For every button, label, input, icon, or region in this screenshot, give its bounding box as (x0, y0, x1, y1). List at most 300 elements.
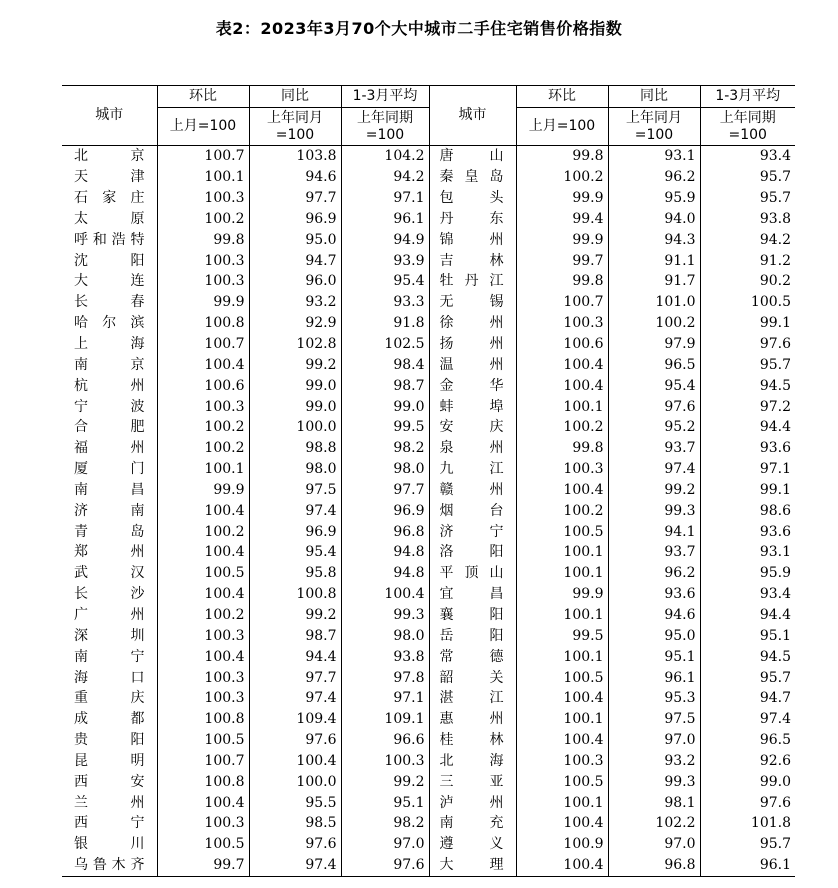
cell-yoy-right: 96.2 (608, 167, 700, 188)
cell-mom-right: 100.2 (516, 417, 608, 438)
cell-yoy-left: 95.5 (249, 792, 341, 813)
cell-mom-right: 100.1 (516, 646, 608, 667)
cell-mom-right: 100.3 (516, 313, 608, 334)
cell-city-right: 安庆 (429, 417, 516, 438)
cell-avg-right: 94.5 (700, 646, 795, 667)
cell-city-left: 南昌 (74, 481, 145, 498)
cell-mom-left: 100.2 (157, 521, 249, 542)
cell-city-right: 湛江 (429, 688, 516, 709)
cell-mom-right: 100.4 (516, 813, 608, 834)
cell-yoy-right: 97.0 (608, 834, 700, 855)
cell-yoy-left: 98.0 (249, 459, 341, 480)
cell-mom-right: 99.9 (516, 584, 608, 605)
header-yoy-left: 同比 (249, 86, 341, 108)
cell-avg-right: 98.6 (700, 500, 795, 521)
cell-avg-left: 96.1 (341, 209, 429, 230)
cell-city-right: 大理 (429, 855, 516, 876)
cell-mom-right: 99.5 (516, 625, 608, 646)
cell-yoy-left: 94.7 (249, 250, 341, 271)
cell-yoy-left: 99.0 (249, 375, 341, 396)
cell-avg-right: 94.7 (700, 688, 795, 709)
cell-mom-left: 100.3 (157, 625, 249, 646)
table-row (62, 605, 795, 626)
cell-yoy-left: 97.4 (249, 500, 341, 521)
cell-mom-left: 100.3 (157, 271, 249, 292)
cell-yoy-right: 97.6 (608, 396, 700, 417)
cell-city-left: 重庆 (74, 690, 145, 707)
cell-avg-right: 95.7 (700, 354, 795, 375)
cell-city-left: 乌鲁木齐 (74, 857, 145, 874)
cell-avg-right: 96.5 (700, 730, 795, 751)
table-row (62, 250, 795, 271)
cell-avg-left: 98.4 (341, 354, 429, 375)
table-row (62, 792, 795, 813)
cell-mom-left: 100.7 (157, 750, 249, 771)
cell-avg-left: 97.1 (341, 188, 429, 209)
cell-mom-left: 100.4 (157, 584, 249, 605)
cell-city-left: 济南 (74, 502, 145, 519)
cell-city-right: 南充 (429, 813, 516, 834)
table-row (62, 813, 795, 834)
cell-city-left: 杭州 (74, 377, 145, 394)
cell-avg-right: 93.1 (700, 542, 795, 563)
cell-avg-left: 93.8 (341, 646, 429, 667)
table-row (62, 292, 795, 313)
cell-city-right: 宜昌 (429, 584, 516, 605)
cell-city-left: 厦门 (74, 461, 145, 478)
cell-mom-left: 100.4 (157, 542, 249, 563)
cell-city-left: 武汉 (74, 565, 145, 582)
table-row (62, 834, 795, 855)
cell-mom-right: 99.8 (516, 146, 608, 167)
cell-yoy-right: 97.0 (608, 730, 700, 751)
table-row (62, 375, 795, 396)
cell-mom-right: 100.2 (516, 500, 608, 521)
table-row (62, 480, 795, 501)
cell-mom-right: 100.4 (516, 354, 608, 375)
cell-city-right: 扬州 (429, 334, 516, 355)
cell-yoy-right: 102.2 (608, 813, 700, 834)
header-mom-right: 环比 (516, 86, 608, 108)
header-city-left: 城市 (62, 86, 157, 146)
cell-mom-right: 100.9 (516, 834, 608, 855)
table-row (62, 417, 795, 438)
cell-yoy-left: 97.7 (249, 667, 341, 688)
cell-yoy-left: 94.4 (249, 646, 341, 667)
cell-mom-right: 100.1 (516, 563, 608, 584)
cell-avg-left: 96.6 (341, 730, 429, 751)
cell-city-left: 深圳 (74, 627, 145, 644)
cell-city-right: 韶关 (429, 667, 516, 688)
cell-yoy-right: 95.4 (608, 375, 700, 396)
cell-yoy-left: 96.9 (249, 521, 341, 542)
header-avg-base-text: 上年同期=100 (357, 109, 413, 143)
cell-yoy-right: 91.7 (608, 271, 700, 292)
cell-avg-right: 100.5 (700, 292, 795, 313)
cell-city-left: 广州 (74, 606, 145, 623)
table-row (62, 167, 795, 188)
cell-city-right: 岳阳 (429, 625, 516, 646)
cell-yoy-right: 98.1 (608, 792, 700, 813)
cell-yoy-left: 100.0 (249, 417, 341, 438)
cell-yoy-left: 97.4 (249, 688, 341, 709)
cell-yoy-right: 93.2 (608, 750, 700, 771)
cell-avg-right: 95.1 (700, 625, 795, 646)
cell-city-left: 南京 (74, 356, 145, 373)
cell-avg-left: 100.3 (341, 750, 429, 771)
cell-mom-right: 100.2 (516, 167, 608, 188)
cell-mom-right: 100.1 (516, 605, 608, 626)
cell-city-right: 襄阳 (429, 605, 516, 626)
cell-city-left: 昆明 (74, 752, 145, 769)
cell-city-left: 郑州 (74, 544, 145, 561)
cell-yoy-right: 97.9 (608, 334, 700, 355)
cell-avg-right: 94.4 (700, 417, 795, 438)
cell-yoy-left: 100.4 (249, 750, 341, 771)
cell-city-left: 青岛 (74, 523, 145, 540)
cell-mom-left: 100.8 (157, 313, 249, 334)
cell-mom-right: 100.4 (516, 688, 608, 709)
cell-avg-left: 94.8 (341, 542, 429, 563)
cell-city-left: 兰州 (74, 794, 145, 811)
table-row (62, 542, 795, 563)
cell-city-right: 桂林 (429, 730, 516, 751)
cell-mom-left: 100.3 (157, 813, 249, 834)
cell-avg-right: 91.2 (700, 250, 795, 271)
cell-avg-left: 104.2 (341, 146, 429, 167)
cell-city-right: 洛阳 (429, 542, 516, 563)
cell-city-right: 平顶山 (429, 563, 516, 584)
cell-avg-left: 97.8 (341, 667, 429, 688)
cell-city-right: 丹东 (429, 209, 516, 230)
cell-city-right: 烟台 (429, 500, 516, 521)
header-yoy-base-left (249, 108, 341, 146)
cell-mom-left: 100.4 (157, 354, 249, 375)
cell-mom-left: 100.5 (157, 563, 249, 584)
cell-avg-left: 93.9 (341, 250, 429, 271)
cell-avg-left: 94.2 (341, 167, 429, 188)
header-yoy-right: 同比 (608, 86, 700, 108)
table-row (62, 730, 795, 751)
cell-mom-right: 99.8 (516, 438, 608, 459)
cell-yoy-right: 96.5 (608, 354, 700, 375)
cell-yoy-left: 98.7 (249, 625, 341, 646)
cell-avg-left: 99.2 (341, 771, 429, 792)
cell-yoy-left: 109.4 (249, 709, 341, 730)
cell-yoy-left: 102.8 (249, 334, 341, 355)
cell-city-right: 秦皇岛 (429, 167, 516, 188)
cell-mom-right: 99.4 (516, 209, 608, 230)
cell-yoy-right: 101.0 (608, 292, 700, 313)
cell-mom-right: 100.4 (516, 730, 608, 751)
cell-avg-right: 95.7 (700, 188, 795, 209)
header-mom-left: 环比 (157, 86, 249, 108)
cell-avg-left: 94.9 (341, 229, 429, 250)
cell-mom-left: 100.8 (157, 771, 249, 792)
cell-city-left: 长沙 (74, 586, 145, 603)
cell-avg-right: 99.0 (700, 771, 795, 792)
cell-avg-left: 97.6 (341, 855, 429, 876)
cell-mom-left: 99.9 (157, 292, 249, 313)
cell-mom-right: 100.1 (516, 792, 608, 813)
cell-avg-left: 98.2 (341, 438, 429, 459)
cell-yoy-left: 99.2 (249, 605, 341, 626)
cell-city-left: 海口 (74, 669, 145, 686)
cell-yoy-left: 103.8 (249, 146, 341, 167)
cell-mom-right: 100.5 (516, 667, 608, 688)
cell-avg-left: 99.5 (341, 417, 429, 438)
cell-city-right: 遵义 (429, 834, 516, 855)
cell-yoy-right: 95.3 (608, 688, 700, 709)
cell-mom-right: 100.4 (516, 480, 608, 501)
cell-yoy-left: 97.6 (249, 834, 341, 855)
cell-city-left: 哈尔滨 (74, 315, 145, 332)
header-mom-base-right: 上月=100 (516, 108, 608, 146)
cell-avg-right: 93.4 (700, 146, 795, 167)
cell-city-left: 天津 (74, 169, 145, 186)
cell-avg-left: 98.0 (341, 459, 429, 480)
table-row (62, 521, 795, 542)
cell-avg-left: 102.5 (341, 334, 429, 355)
cell-city-left: 北京 (74, 148, 145, 165)
cell-avg-left: 97.1 (341, 688, 429, 709)
cell-yoy-right: 95.2 (608, 417, 700, 438)
cell-avg-right: 92.6 (700, 750, 795, 771)
cell-avg-right: 95.9 (700, 563, 795, 584)
cell-city-left: 西宁 (74, 815, 145, 832)
cell-mom-right: 99.8 (516, 271, 608, 292)
cell-avg-right: 94.4 (700, 605, 795, 626)
header-avg-right: 1-3月平均 (700, 86, 795, 108)
cell-mom-left: 99.9 (157, 480, 249, 501)
cell-yoy-left: 96.9 (249, 209, 341, 230)
cell-avg-right: 90.2 (700, 271, 795, 292)
cell-city-right: 惠州 (429, 709, 516, 730)
cell-yoy-left: 97.7 (249, 188, 341, 209)
cell-city-right: 北海 (429, 750, 516, 771)
table-row (62, 209, 795, 230)
table-title: 表2：2023年3月70个大中城市二手住宅销售价格指数 (215, 19, 623, 38)
cell-city-left: 合肥 (74, 419, 145, 436)
cell-yoy-left: 99.2 (249, 354, 341, 375)
cell-mom-left: 100.6 (157, 375, 249, 396)
cell-mom-right: 100.4 (516, 855, 608, 876)
cell-avg-left: 109.1 (341, 709, 429, 730)
cell-yoy-right: 93.6 (608, 584, 700, 605)
cell-mom-right: 100.5 (516, 521, 608, 542)
table-row (62, 646, 795, 667)
cell-yoy-right: 93.7 (608, 542, 700, 563)
cell-avg-right: 97.6 (700, 792, 795, 813)
table-row (62, 438, 795, 459)
cell-mom-left: 100.3 (157, 396, 249, 417)
cell-city-right: 常德 (429, 646, 516, 667)
cell-city-right: 三亚 (429, 771, 516, 792)
cell-avg-left: 96.8 (341, 521, 429, 542)
table-row (62, 771, 795, 792)
cell-yoy-right: 94.3 (608, 229, 700, 250)
table-row (62, 188, 795, 209)
cell-city-left: 沈阳 (74, 252, 145, 269)
cell-avg-right: 97.1 (700, 459, 795, 480)
cell-city-left: 贵阳 (74, 732, 145, 749)
table-body (62, 146, 795, 877)
cell-city-right: 吉林 (429, 250, 516, 271)
header-yoy-base-text: 上年同月=100 (626, 109, 682, 143)
cell-mom-right: 99.9 (516, 188, 608, 209)
table-header (62, 86, 795, 146)
cell-city-left: 南宁 (74, 648, 145, 665)
cell-yoy-right: 96.8 (608, 855, 700, 876)
cell-yoy-right: 95.0 (608, 625, 700, 646)
table-row (62, 855, 795, 876)
cell-mom-left: 100.8 (157, 709, 249, 730)
price-index-table (62, 85, 795, 877)
cell-avg-right: 93.6 (700, 521, 795, 542)
cell-yoy-right: 99.3 (608, 500, 700, 521)
cell-mom-left: 100.3 (157, 667, 249, 688)
cell-avg-right: 95.7 (700, 667, 795, 688)
cell-avg-left: 99.3 (341, 605, 429, 626)
cell-city-left: 福州 (74, 440, 145, 457)
cell-mom-right: 100.1 (516, 709, 608, 730)
header-avg-base-left (341, 108, 429, 146)
cell-avg-right: 93.6 (700, 438, 795, 459)
cell-avg-right: 96.1 (700, 855, 795, 876)
table-row (62, 229, 795, 250)
cell-mom-left: 100.4 (157, 646, 249, 667)
cell-mom-left: 100.7 (157, 146, 249, 167)
cell-mom-left: 99.8 (157, 229, 249, 250)
cell-avg-right: 93.4 (700, 584, 795, 605)
cell-avg-left: 98.7 (341, 375, 429, 396)
cell-mom-right: 100.5 (516, 771, 608, 792)
cell-mom-right: 100.6 (516, 334, 608, 355)
cell-city-left: 成都 (74, 711, 145, 728)
table-row (62, 688, 795, 709)
cell-city-left: 西安 (74, 773, 145, 790)
cell-avg-left: 97.7 (341, 480, 429, 501)
cell-yoy-right: 96.2 (608, 563, 700, 584)
cell-city-right: 赣州 (429, 480, 516, 501)
cell-mom-left: 100.3 (157, 250, 249, 271)
header-yoy-base-right (608, 108, 700, 146)
cell-avg-right: 93.8 (700, 209, 795, 230)
cell-yoy-left: 99.0 (249, 396, 341, 417)
cell-avg-left: 91.8 (341, 313, 429, 334)
cell-avg-right: 95.7 (700, 167, 795, 188)
header-city-right: 城市 (429, 86, 516, 146)
cell-yoy-left: 100.8 (249, 584, 341, 605)
cell-mom-left: 100.2 (157, 438, 249, 459)
cell-yoy-right: 96.1 (608, 667, 700, 688)
cell-yoy-left: 98.5 (249, 813, 341, 834)
cell-city-left: 上海 (74, 336, 145, 353)
cell-yoy-left: 98.8 (249, 438, 341, 459)
cell-mom-left: 100.4 (157, 792, 249, 813)
table-row (62, 750, 795, 771)
header-yoy-base-text: 上年同月=100 (267, 109, 323, 143)
cell-city-right: 泸州 (429, 792, 516, 813)
table-row (62, 625, 795, 646)
cell-avg-left: 100.4 (341, 584, 429, 605)
cell-city-right: 锦州 (429, 229, 516, 250)
cell-mom-left: 100.7 (157, 334, 249, 355)
header-avg-base-text: 上年同期=100 (719, 109, 776, 143)
cell-yoy-left: 96.0 (249, 271, 341, 292)
cell-mom-left: 100.3 (157, 688, 249, 709)
cell-city-right: 九江 (429, 459, 516, 480)
cell-mom-left: 100.2 (157, 605, 249, 626)
cell-yoy-left: 97.6 (249, 730, 341, 751)
header-avg-base-right (700, 108, 795, 146)
cell-city-left: 太原 (74, 210, 145, 227)
cell-city-right: 唐山 (429, 146, 516, 167)
table-row (62, 584, 795, 605)
cell-mom-right: 100.7 (516, 292, 608, 313)
cell-yoy-left: 100.0 (249, 771, 341, 792)
cell-mom-right: 100.1 (516, 396, 608, 417)
cell-yoy-right: 97.5 (608, 709, 700, 730)
cell-mom-left: 100.2 (157, 417, 249, 438)
cell-yoy-right: 94.1 (608, 521, 700, 542)
header-avg-left: 1-3月平均 (341, 86, 429, 108)
table-row (62, 334, 795, 355)
cell-avg-right: 94.5 (700, 375, 795, 396)
cell-mom-left: 100.1 (157, 167, 249, 188)
cell-city-left: 长春 (74, 294, 145, 311)
cell-yoy-right: 94.6 (608, 605, 700, 626)
cell-yoy-right: 91.1 (608, 250, 700, 271)
cell-mom-right: 100.4 (516, 375, 608, 396)
cell-mom-right: 99.9 (516, 229, 608, 250)
cell-mom-left: 100.4 (157, 500, 249, 521)
cell-city-right: 包头 (429, 188, 516, 209)
table-row (62, 146, 795, 167)
cell-yoy-left: 93.2 (249, 292, 341, 313)
cell-avg-left: 98.2 (341, 813, 429, 834)
cell-city-left: 银川 (74, 836, 145, 853)
cell-mom-left: 100.2 (157, 209, 249, 230)
cell-yoy-left: 97.5 (249, 480, 341, 501)
cell-yoy-right: 99.3 (608, 771, 700, 792)
table-row (62, 354, 795, 375)
cell-avg-right: 101.8 (700, 813, 795, 834)
cell-city-right: 济宁 (429, 521, 516, 542)
cell-avg-right: 97.2 (700, 396, 795, 417)
table-row (62, 709, 795, 730)
cell-mom-left: 100.5 (157, 834, 249, 855)
cell-mom-right: 100.3 (516, 459, 608, 480)
cell-mom-left: 100.5 (157, 730, 249, 751)
cell-city-right: 泉州 (429, 438, 516, 459)
cell-city-left: 宁波 (74, 398, 145, 415)
table-row (62, 271, 795, 292)
cell-city-right: 温州 (429, 354, 516, 375)
cell-yoy-left: 97.4 (249, 855, 341, 876)
cell-yoy-right: 99.2 (608, 480, 700, 501)
cell-city-right: 牡丹江 (429, 271, 516, 292)
table-row (62, 459, 795, 480)
cell-avg-right: 97.6 (700, 334, 795, 355)
cell-yoy-left: 95.8 (249, 563, 341, 584)
cell-city-right: 蚌埠 (429, 396, 516, 417)
cell-mom-right: 99.7 (516, 250, 608, 271)
cell-yoy-left: 95.0 (249, 229, 341, 250)
cell-mom-right: 100.1 (516, 542, 608, 563)
cell-yoy-right: 94.0 (608, 209, 700, 230)
cell-city-right: 无锡 (429, 292, 516, 313)
